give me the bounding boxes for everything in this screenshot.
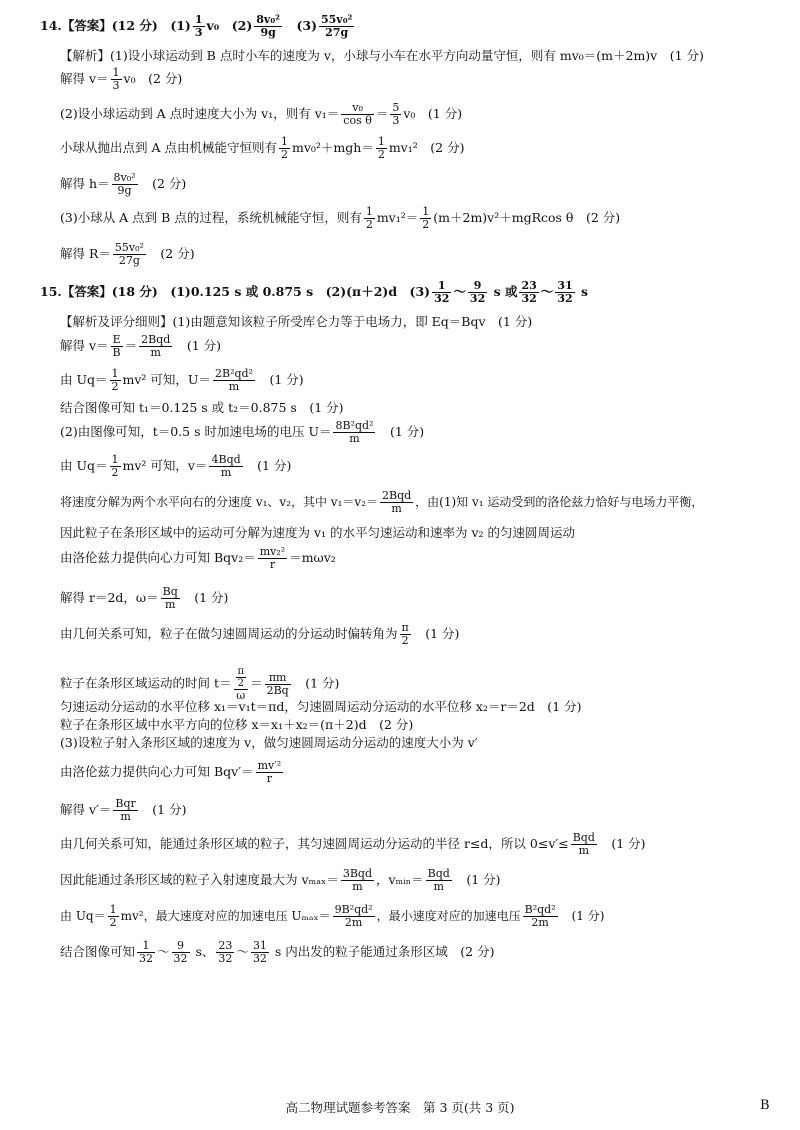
fraction: $\frac{1}{2}$	[422, 205, 430, 231]
fraction: $\frac{\text{8v₀²}}{9g}$	[113, 171, 136, 197]
fraction: $\frac{\text{v₀}}{\text{cos θ}}$	[343, 101, 372, 127]
q15-line-21: 由 Uq＝ $\frac{1}{2}$ mv²，最大速度对应的加速电压 Uₘₐₓ＝ $\frac{\text{9B²qd²}}{2m}$ ，最小速度对应的加速电压 $\frac{\text{B²qd²}}{2m}$ (1 分)	[60, 903, 605, 929]
fraction: $\frac{\text{9B²qd²}}{2m}$	[334, 903, 373, 929]
q15-line-15: 粒子在条形区域中水平方向的位移 x＝x₁＋x₂＝(π＋2)d (2 分)	[60, 717, 414, 732]
fraction: $\frac{\text{mv₂²}}{r}$	[259, 545, 286, 571]
fraction: $\frac{\pi}{2}$	[401, 621, 409, 647]
q15-line-17: 由洛伦兹力提供向心力可知 Bqv′＝ $\frac{\text{mv′²}}{r}$	[60, 759, 282, 785]
fraction: $\frac{\text{mv′²}}{r}$	[257, 759, 282, 785]
q15-line-11: 解得 r＝2d，ω＝ $\frac{Bq}{m}$ (1 分)	[60, 585, 229, 611]
fraction: $\frac{\text{8B²qd²}}{m}$	[335, 419, 374, 445]
fraction: $\frac{1}{32}$	[434, 279, 450, 305]
fraction: $\frac{\text{3Bqd}}{m}$	[342, 867, 372, 893]
q15-line-9: 因此粒子在条形区域中的运动可分解为速度为 v₁ 的水平匀速运动和速率为 v₂ 的匀速圆周运动	[60, 525, 576, 540]
fraction: $\frac{\text{2Bqd}}{m}$	[141, 333, 171, 359]
fraction: $\frac{\text{55v₀²}}{27g}$	[321, 13, 353, 39]
fraction: $\frac{\text{2B²qd²}}{m}$	[214, 367, 253, 393]
q15-line-7: 由 Uq＝ $\frac{1}{2}$ mv² 可知，v＝ $\frac{\text{4Bqd}}{m}$ (1 分)	[60, 453, 292, 479]
fraction: $\frac{23}{32}$	[218, 939, 233, 965]
fraction: $\frac{1}{2}$	[109, 903, 117, 929]
fraction: $\frac{\text{55v₀²}}{27g}$	[114, 241, 144, 267]
fraction: $\frac{1}{2}$	[111, 453, 119, 479]
q15-line-16: (3)设粒子射入条形区域的速度为 v，做匀速圆周运动分运动的速度大小为 v′	[60, 735, 478, 750]
fraction: $\frac{\text{4Bqd}}{m}$	[211, 453, 241, 479]
q14-line-6: 解得 h＝ $\frac{\text{8v₀²}}{9g}$ (2 分)	[60, 171, 187, 197]
q15-line-3: 解得 v＝ $\frac{E}{B}$ ＝ $\frac{\text{2Bqd}}{m}$ (1 分)	[60, 333, 222, 359]
q15-answer-line: 15.【答案】(18 分) (1)0.125 s 或 0.875 s (2)(π＋2)d (3) $\frac{1}{32}$ ～ $\frac{9}{32}$ s 或 $\frac{23}{32}$ ～ $\frac{31}{32}$ s	[40, 279, 589, 305]
fraction: $\frac{\text{B²qd²}}{2m}$	[524, 903, 556, 929]
page-footer: 高二物理试题参考答案 第 3 页(共 3 页)	[285, 1100, 515, 1115]
fraction: $\frac{\text{Bqd}}{m}$	[427, 867, 450, 893]
fraction: $\frac{9}{32}$	[469, 279, 486, 305]
fraction: $\frac{9}{32}$	[173, 939, 188, 965]
fraction: $\frac{\text{8v₀²}}{9g}$	[256, 13, 280, 39]
fraction: $\frac{31}{32}$	[557, 279, 573, 305]
fraction: $\frac{\pi m}{2Bq}$	[266, 670, 289, 697]
q14-line-7: (3)小球从 A 点到 B 点的过程，系统机械能守恒，则有 $\frac{1}{2}$ mv₁²＝ $\frac{1}{2}$ (m＋2m)v²＋mgRcos θ (2 分)	[60, 205, 621, 231]
q15-line-14: 匀速运动分运动的水平位移 x₁＝v₁t＝πd，匀速圆周运动分运动的水平位移 x₂＝r＝2d (1 分)	[60, 699, 582, 714]
q15-line-6: (2)由图像可知，t＝0.5 s 时加速电场的电压 U＝ $\frac{\text{8B²qd²}}{m}$ (1 分)	[60, 419, 425, 445]
q15-line-20: 因此能通过条形区域的粒子入射速度最大为 vₘₐₓ＝ $\frac{\text{3Bqd}}{m}$ ，vₘᵢₙ＝ $\frac{\text{Bqd}}{m}$ (1 分)	[60, 867, 501, 893]
q14-answer-text: 14.【答案】(12 分) (1)	[40, 18, 191, 33]
fraction: $\frac{1}{3}$	[194, 13, 203, 39]
fraction: $\frac{Bq}{m}$	[162, 585, 178, 611]
fraction: $\frac{E}{B}$	[112, 333, 121, 359]
q15-line-5: 结合图像可知 t₁＝0.125 s 或 t₂＝0.875 s (1 分)	[60, 400, 344, 415]
fraction: $\frac{\text{Bqr}}{m}$	[115, 797, 136, 823]
fraction: $\frac{1}{32}$	[139, 939, 154, 965]
fraction: $\frac{1}{3}$	[112, 66, 120, 92]
fraction: $\frac{\text{2Bqd}}{m}$	[382, 489, 412, 515]
q15-line-19: 由几何关系可知，能通过条形区域的粒子，其匀速圆周运动分运动的半径 r≤d，所以 0≤v′≤ $\frac{\text{Bqd}}{m}$ (1 分)	[60, 831, 646, 857]
fraction: $\frac{1}{2}$	[111, 367, 119, 393]
q15-line-8: 将速度分解为两个水平向右的分速度 v₁、v₂，其中 v₁＝v₂＝ $\frac{\text{2Bqd}}{m}$ ，由(1)知 v₁ 运动受到的洛伦兹力恰好与电场力平衡，	[60, 489, 704, 515]
q14-analysis-line: 【解析】(1)设小球运动到 B 点时小车的速度为 v，小球与小车在水平方向动量守恒，则有 mv₀＝(m＋2m)v (1 分)	[60, 48, 704, 63]
q15-analysis-line: 【解析及评分细则】(1)由题意知该粒子所受库仑力等于电场力，即 Eq＝Bqv (1 分)	[60, 314, 533, 329]
fraction: $\frac{1}{2}$	[280, 135, 288, 161]
fraction: $\frac{\pi}{2}$	[237, 666, 245, 689]
fraction: $\frac{1}{2}$	[377, 135, 385, 161]
q15-line-12: 由几何关系可知，粒子在做匀速圆周运动的分运动时偏转角为 $\frac{\pi}{2}$ (1 分)	[60, 621, 460, 647]
fraction: $\frac{1}{2}$	[365, 205, 373, 231]
version-letter: B	[760, 1098, 770, 1113]
q15-line-4: 由 Uq＝ $\frac{1}{2}$ mv² 可知，U＝ $\frac{\text{2B²qd²}}{m}$ (1 分)	[60, 367, 304, 393]
q14-line-4: (2)设小球运动到 A 点时速度大小为 v₁，则有 v₁＝ $\frac{\text{v₀}}{\text{cos θ}}$ ＝ $\frac{5}{3}$ v₀ (1 分)	[60, 101, 463, 127]
fraction: $\frac{23}{32}$	[521, 279, 537, 305]
q15-line-22: 结合图像可知 $\frac{1}{32}$ ～ $\frac{9}{32}$ s、 $\frac{23}{32}$ ～ $\frac{31}{32}$ s 内出发的粒子能通过条形区域 (2 分)	[60, 939, 495, 965]
fraction: $\frac{31}{32}$	[252, 939, 267, 965]
compound-fraction: $\frac{\frac{\pi}{2}}{\omega}$	[234, 666, 249, 702]
q15-line-10: 由洛伦兹力提供向心力可知 Bqv₂＝ $\frac{\text{mv₂²}}{r}$ ＝mωv₂	[60, 545, 336, 571]
q14-answer-line: 14.【答案】(12 分) (1) $\frac{1}{3}$ v₀ (2) $\frac{\text{8v₀²}}{9g}$ (3) $\frac{\text{55v₀²}}{27g}$	[40, 13, 353, 39]
q14-line-8: 解得 R＝ $\frac{\text{55v₀²}}{27g}$ (2 分)	[60, 241, 195, 267]
q14-line-3: 解得 v＝ $\frac{1}{3}$ v₀ (2 分)	[60, 66, 183, 92]
q15-line-18: 解得 v′＝ $\frac{\text{Bqr}}{m}$ (1 分)	[60, 797, 187, 823]
fraction: $\frac{5}{3}$	[392, 101, 400, 127]
fraction: $\frac{\text{Bqd}}{m}$	[572, 831, 595, 857]
q14-line-5: 小球从抛出点到 A 点由机械能守恒则有 $\frac{1}{2}$ mv₀²＋mgh＝ $\frac{1}{2}$ mv₁² (2 分)	[60, 135, 465, 161]
q15-line-13: 粒子在条形区域运动的时间 t＝ $\frac{\frac{\pi}{2}}{\omega}$ ＝ $\frac{\pi m}{2Bq}$ (1 分)	[60, 666, 340, 702]
